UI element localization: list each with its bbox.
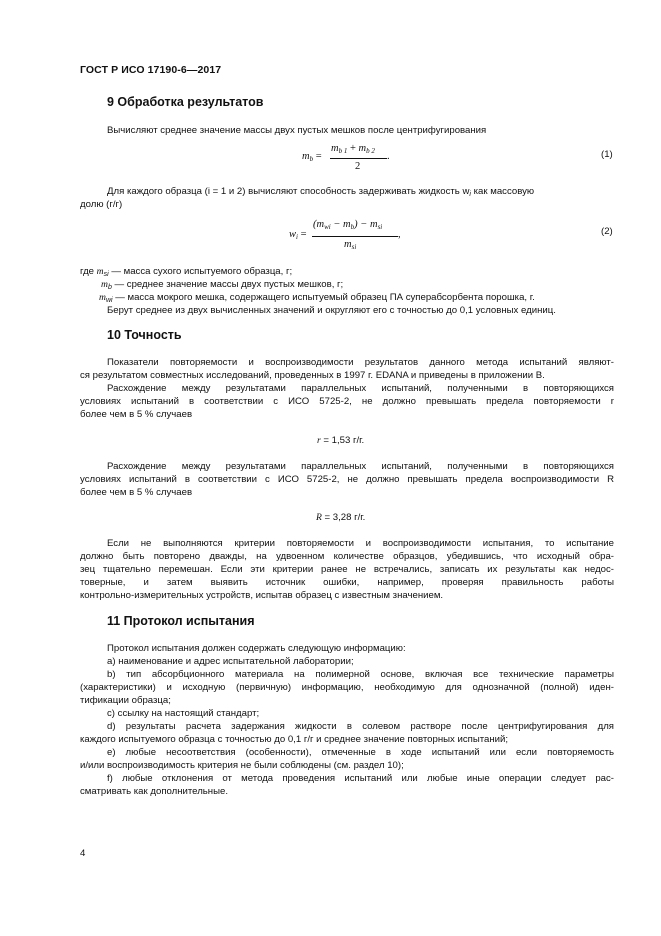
eq2-numerator: $(m_{wi} - m_b) - m_{si}$ [313, 219, 383, 231]
s11-item-e-line2: и/или воспроизводимость критерия не были соблюдены (см. раздел 10); [80, 760, 404, 771]
where-item-mb: $m_b$ — среднее значение массы двух пустых мешков, г; [101, 279, 344, 291]
section-10-title: 10 Точность [107, 328, 182, 342]
eq1-numerator: $m_{b 1} + m_{b 2}$ [331, 143, 375, 155]
where-item-mwi: $m_{wi}$ — масса мокрого мешка, содержащего испытуемый образец ПА суперабсорбента порошка, г. [99, 292, 535, 304]
s11-item-a: а) наименование и адрес испытательной лаборатории; [107, 656, 354, 667]
s9-paragraph-2-cont: долю (г/г) [80, 199, 123, 210]
s10-p1-line1: Показатели повторяемости и воспроизводимости результатов данного метода испытаний являют- [107, 357, 614, 368]
s10-p3-line1: Расхождение между результатами параллельных испытаний, полученными в повторяющихся [107, 461, 614, 472]
s10-p4-line1: Если не выполняются критерии повторяемости и воспроизводимости испытания, то испытание [107, 538, 614, 549]
eq1-number: (1) [601, 149, 613, 160]
where-item-msi: где $m_{si}$ — масса сухого испытуемого образца, г; [80, 266, 293, 278]
s10-p4-line2: должно быть повторено дважды, на удвоенном количестве образцов, убедившись, что исходный обра- [80, 551, 614, 562]
eq1-tail: . [387, 151, 390, 162]
s10-p4-line4: товерные, и затем выявить источник ошибки, например, проверяя правильность работы [80, 577, 614, 588]
eq-reproducibility: R = 3,28 г/г. [316, 512, 366, 523]
s10-p3-line3: более чем в 5 % случаев [80, 487, 193, 498]
s9-paragraph-1: Вычисляют среднее значение массы двух пустых мешков после центрифугирования [107, 125, 487, 136]
eq2-tail: , [398, 229, 401, 240]
section-9-title: 9 Обработка результатов [107, 95, 264, 109]
s10-p4-line5: контрольно-измерительных устройств, испытав образец с известным значением. [80, 590, 444, 601]
s11-item-b-line2: (характеристики) и исходную (первичную) информацию, необходимую для однозначной (полной) иден- [80, 682, 614, 693]
s10-p2-line1: Расхождение между результатами параллельных испытаний, полученными в повторяющихся [107, 383, 614, 394]
s11-item-b-line1: b) тип абсорбционного материала на полимерной основе, включая все технические параметры [107, 669, 614, 680]
s10-p1-line2: ся результатом совместных исследований, проведенных в 1997 г. EDANA и приведены в приложении В. [80, 370, 545, 381]
s10-p4-line3: зец тщательно перемешан. Если эти критерии ранее не встречались, записать их результаты как недос- [80, 564, 614, 575]
eq-repeatability: r = 1,53 г/г. [317, 435, 365, 446]
document-header: ГОСТ Р ИСО 17190-6—2017 [80, 64, 222, 76]
s11-item-f-line1: f) любые отклонения от метода проведения испытаний или любые иные операции следует рас- [107, 773, 614, 784]
page-number: 4 [80, 848, 86, 859]
eq2-fraction-bar [312, 236, 398, 237]
s11-item-c: с) ссылку на настоящий стандарт; [107, 708, 260, 719]
s11-item-b-line3: тификации образца; [80, 695, 171, 706]
s10-p2-line2: условиях испытаний в соответствии с ИСО 5725-2, не должно превышать предела повторяемости r [80, 396, 614, 407]
eq2-lhs: $w_i$ = [289, 229, 307, 241]
s11-intro: Протокол испытания должен содержать следующую информацию: [107, 643, 406, 654]
eq1-denominator: 2 [355, 161, 361, 172]
eq2-denominator: $m_{si}$ [344, 239, 357, 251]
section-11-title: 11 Протокол испытания [107, 614, 255, 628]
eq2-number: (2) [601, 226, 613, 237]
s11-item-f-line2: сматривать как дополнительные. [80, 786, 228, 797]
s9-paragraph-2: Для каждого образца (i = 1 и 2) вычисляют способность задерживать жидкость $w_i$ как массовую [107, 186, 535, 198]
s10-p3-line2: условиях испытаний в соответствии с ИСО 5725-2, не должно превышать предела воспроизводимости R [80, 474, 614, 485]
s9-paragraph-3: Берут среднее из двух вычисленных значений и округляют его с точностью до 0,1 условных единиц. [107, 305, 556, 316]
s10-p2-line3: более чем в 5 % случаев [80, 409, 193, 420]
s11-item-d-line2: каждого испытуемого образца с точностью до 0,1 г/г и среднее значение повторных испытаний; [80, 734, 509, 745]
eq1-lhs: $m_b$ = [302, 151, 322, 163]
s11-item-d-line1: d) результаты расчета задержания жидкости в солевом растворе после центрифугирования для [107, 721, 614, 732]
eq1-fraction-bar [330, 158, 387, 159]
s11-item-e-line1: е) любые несоответствия (особенности), отмеченные в ходе испытаний или если повторяемость [107, 747, 614, 758]
